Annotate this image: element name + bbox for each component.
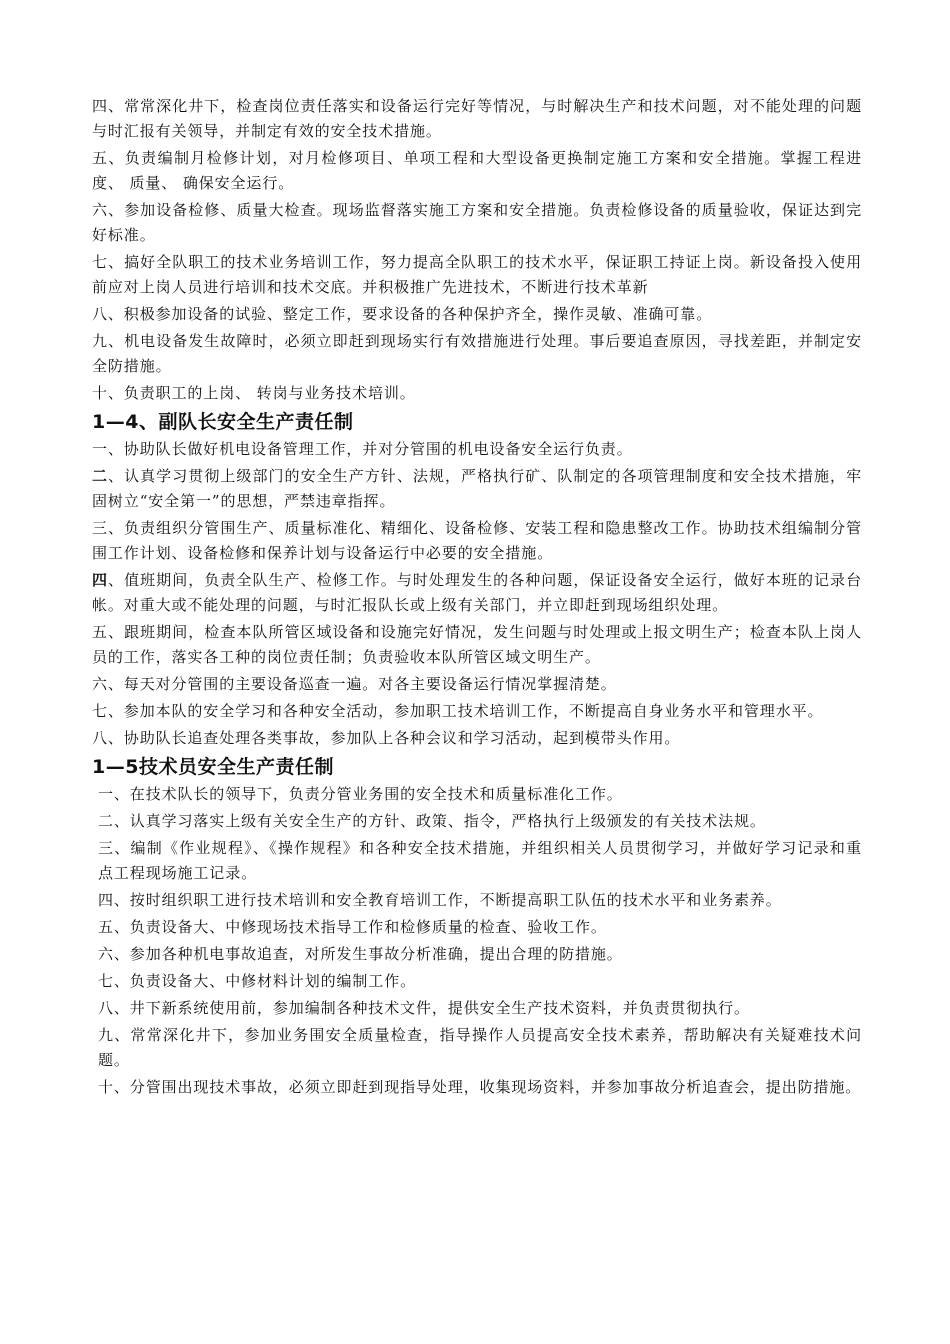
technician-item-6: 六、参加各种机电事故追查，对所发生事故分析准确，提出合理的防措施。 xyxy=(98,945,623,963)
paragraph-item-9: 九、机电设备发生故障时，必须立即赶到现场实行有效措施进行处理。事后要追查原因，寻找差距，并制定安全防措施。 xyxy=(92,332,862,375)
deputy-item-2-text: 、认真学习贯彻上级部门的安全生产方针、法规，严格执行矿、队制定的各项管理制度和安全技术措施，牢固树立“安全第一”的思想，严禁违章指挥。 xyxy=(92,467,862,510)
paragraph-item-6: 六、参加设备检修、质量大检查。现场监督落实施工方案和安全措施。负责检修设备的质量验收，保证达到完好标准。 xyxy=(92,201,862,244)
technician-item-8: 八、井下新系统使用前，参加编制各种技术文件，提供安全生产技术资料，并负责贯彻执行。 xyxy=(98,999,750,1017)
technician-item-10: 十、分管围出现技术事故，必须立即赶到现指导处理，收集现场资料，并参加事故分析追查会，提出防措施。 xyxy=(98,1078,862,1096)
technician-item-5: 五、负责设备大、中修现场技术指导工作和检修质量的检查、验收工作。 xyxy=(98,918,607,936)
deputy-item-4-number: 四 xyxy=(92,571,109,589)
deputy-item-8: 八、协助队长追查处理各类事故，参加队上各种会议和学习活动，起到模带头作用。 xyxy=(92,729,681,747)
deputy-item-5: 五、跟班期间，检查本队所管区域设备和设施完好情况，发生问题与时处理或上报文明生产；检查本队上岗人员的工作，落实各工种的岗位责任制；负责验收本队所管区域文明生产。 xyxy=(92,623,862,666)
deputy-item-6: 六、每天对分管围的主要设备巡查一遍。对各主要设备运行情况掌握清楚。 xyxy=(92,675,617,693)
technician-item-4: 四、按时组织职工进行技术培训和安全教育培训工作，不断提高职工队伍的技术水平和业务素养。 xyxy=(98,891,782,909)
technician-item-3: 三、编制《作业规程》、《操作规程》和各种安全技术措施，并组织相关人员贯彻学习，并做好学习记录和重点工程现场施工记录。 xyxy=(98,839,862,882)
paragraph-item-4: 四、常常深化井下，检查岗位责任落实和设备运行完好等情况，与时解决生产和技术问题，对不能处理的问题与时汇报有关领导，并制定有效的安全技术措施。 xyxy=(92,97,862,140)
deputy-item-3: 三、负责组织分管围生产、质量标准化、精细化、设备检修、安装工程和隐患整改工作。协助技术组编制分管围工作计划、设备检修和保养计划与设备运行中必要的安全措施。 xyxy=(92,519,862,562)
technician-item-7: 七、负责设备大、中修材料计划的编制工作。 xyxy=(98,972,417,990)
section-heading-technician: 1—5技术员安全生产责任制 xyxy=(92,756,334,778)
deputy-item-1: 一、协助队长做好机电设备管理工作，并对分管围的机电设备安全运行负责。 xyxy=(92,440,633,458)
section-heading-deputy-captain: 1—4、副队长安全生产责任制 xyxy=(92,411,354,433)
technician-item-1: 一、在技术队长的领导下，负责分管业务围的安全技术和质量标准化工作。 xyxy=(98,785,623,803)
paragraph-item-10: 十、负责职工的上岗、 转岗与业务技术培训。 xyxy=(92,384,416,402)
deputy-item-4-text: 、值班期间，负责全队生产、检修工作。与时处理发生的各种问题，保证设备安全运行，做好本班的记录台帐。对重大或不能处理的问题，与时汇报队长或上级有关部门，并立即赶到现场组织处理。 xyxy=(92,571,862,614)
deputy-item-4 xyxy=(92,568,862,618)
deputy-item-7: 七、参加本队的安全学习和各种安全活动，参加职工技术培训工作，不断提高自身业务水平和管理水平。 xyxy=(92,702,824,720)
document-page xyxy=(92,94,862,1102)
paragraph-item-8: 八、积极参加设备的试验、整定工作，要求设备的各种保护齐全，操作灵敏、准确可靠。 xyxy=(92,305,713,323)
deputy-item-2-number: 二 xyxy=(92,467,109,485)
technician-item-2: 二、认真学习落实上级有关安全生产的方针、政策、指令，严格执行上级颁发的有关技术法规。 xyxy=(98,812,766,830)
paragraph-item-5: 五、负责编制月检修计划，对月检修项目、单项工程和大型设备更换制定施工方案和安全措施。掌握工程进度、 质量、 确保安全运行。 xyxy=(92,149,862,192)
technician-item-9: 九、常常深化井下，参加业务围安全质量检查，指导操作人员提高安全技术素养，帮助解决有关疑难技术问题。 xyxy=(98,1026,862,1069)
deputy-item-2 xyxy=(92,464,862,514)
paragraph-item-7: 七、搞好全队职工的技术业务培训工作，努力提高全队职工的技术水平，保证职工持证上岗。新设备投入使用前应对上岗人员进行培训和技术交底。并积极推广先进技术，不断进行技术革新 xyxy=(92,253,862,296)
